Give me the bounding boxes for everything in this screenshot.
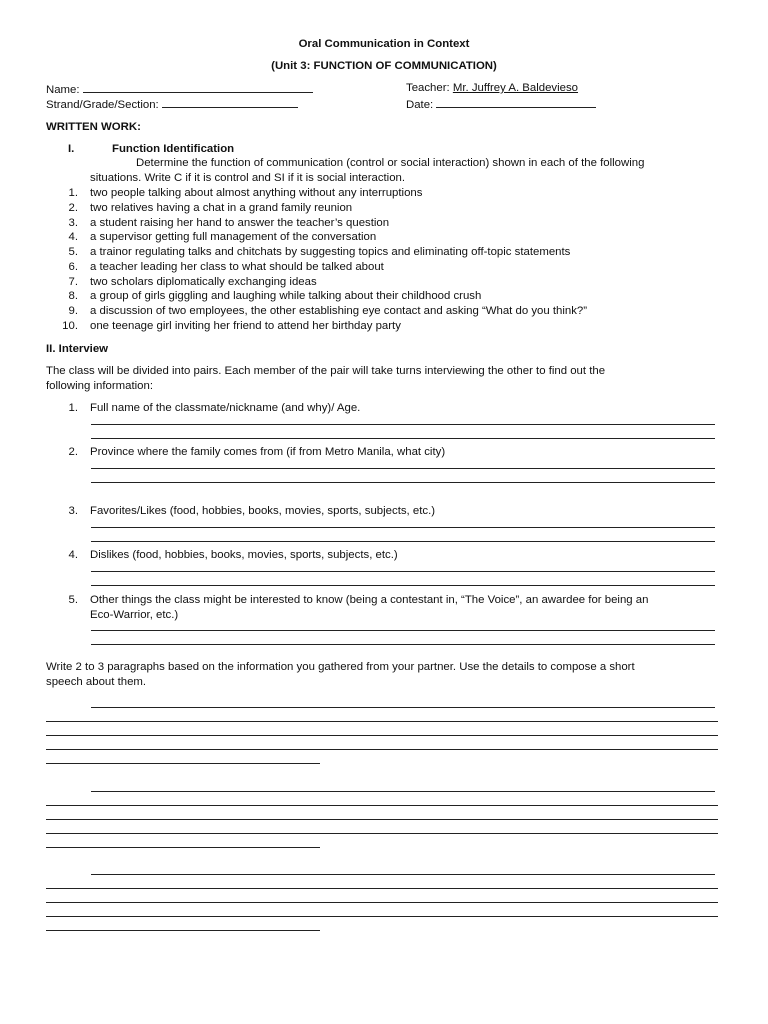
answer-line[interactable]: [91, 571, 715, 572]
interview-question-text: Other things the class might be interested to know (being a contestant in, “The Voice”, an awardee for being an: [90, 594, 649, 606]
interview-heading: II. Interview: [46, 343, 109, 355]
interview-question-number: 3.: [68, 505, 78, 517]
function-item-text: two scholars diplomatically exchanging ideas: [90, 275, 317, 288]
function-item-number: 5.: [68, 246, 78, 258]
function-item-text: one teenage girl inviting her friend to attend her birthday party: [90, 319, 401, 332]
essay-line[interactable]: [91, 791, 715, 792]
answer-line[interactable]: [91, 424, 715, 425]
essay-line[interactable]: [46, 847, 320, 848]
function-item-number: 1.: [68, 187, 78, 199]
answer-line[interactable]: [91, 438, 715, 439]
interview-question-number: 5.: [68, 594, 78, 606]
answer-line[interactable]: [91, 482, 715, 483]
interview-question-text-cont: Eco-Warrior, etc.): [90, 609, 179, 621]
essay-line[interactable]: [46, 916, 718, 917]
teacher-name: Mr. Juffrey A. Baldevieso: [452, 82, 579, 94]
answer-line[interactable]: [91, 541, 715, 542]
essay-prompt-line2: speech about them.: [46, 676, 147, 688]
answer-line[interactable]: [91, 527, 715, 528]
function-item-text: a discussion of two employees, the other establishing eye contact and asking “What do you think?”: [90, 305, 588, 317]
answer-line[interactable]: [91, 468, 715, 469]
interview-question-number: 4.: [68, 549, 78, 561]
interview-intro-line1: The class will be divided into pairs. Each member of the pair will take turns interviewing the other to find out the: [46, 365, 606, 377]
function-item-text: two relatives having a chat in a grand family reunion: [90, 201, 353, 214]
function-item-text: a teacher leading her class to what should be talked about: [90, 260, 384, 273]
essay-line[interactable]: [46, 763, 320, 764]
essay-line[interactable]: [46, 805, 718, 806]
function-item-number: 10.: [62, 319, 78, 332]
function-item-number: 2.: [68, 201, 78, 214]
interview-intro-line2: following information:: [46, 380, 153, 392]
function-item-number: 4.: [68, 231, 78, 244]
function-item-text: a trainor regulating talks and chitchats by suggesting topics and eliminating off-topic statements: [90, 246, 571, 258]
essay-line[interactable]: [46, 902, 718, 903]
name-field: [46, 82, 313, 96]
answer-line[interactable]: [91, 585, 715, 586]
interview-question-text: Dislikes (food, hobbies, books, movies, sports, subjects, etc.): [90, 549, 398, 561]
function-item-text: two people talking about almost anything without any interruptions: [90, 187, 423, 199]
part1-instructions-line1: Determine the function of communication (control or social interaction) shown in each of the following: [136, 157, 645, 169]
answer-line[interactable]: [91, 644, 715, 645]
function-item-number: 7.: [68, 275, 78, 288]
function-item-number: 8.: [68, 290, 78, 303]
essay-line[interactable]: [46, 888, 718, 889]
name-label: Name:: [46, 84, 80, 96]
part1-instructions-line2: situations. Write C if it is control and SI if it is social interaction.: [90, 172, 406, 184]
function-item-text: a group of girls giggling and laughing while talking about their childhood crush: [90, 290, 482, 303]
essay-line[interactable]: [91, 707, 715, 708]
function-item-number: 9.: [68, 305, 78, 317]
function-item-number: 3.: [68, 216, 78, 229]
interview-question-text: Province where the family comes from (if from Metro Manila, what city): [90, 446, 446, 458]
written-work-heading: WRITTEN WORK:: [46, 121, 141, 133]
teacher-label: Teacher:: [406, 82, 450, 94]
essay-line[interactable]: [91, 874, 715, 875]
interview-question-number: 2.: [68, 446, 78, 458]
interview-question-text: Favorites/Likes (food, hobbies, books, movies, sports, subjects, etc.): [90, 505, 436, 517]
part1-title: Function Identification: [112, 143, 235, 155]
teacher-field: [406, 82, 578, 94]
name-blank: [83, 82, 313, 93]
essay-line[interactable]: [46, 819, 718, 820]
essay-prompt-line1: Write 2 to 3 paragraphs based on the information you gathered from your partner. Use the details to compose a short: [46, 661, 635, 673]
essay-line[interactable]: [46, 721, 718, 722]
function-item-text: a supervisor getting full management of the conversation: [90, 231, 377, 244]
strand-field: [46, 97, 298, 111]
strand-label: Strand/Grade/Section:: [46, 99, 159, 111]
interview-question-text: Full name of the classmate/nickname (and why)/ Age.: [90, 402, 361, 414]
strand-blank: [162, 97, 298, 108]
date-blank: [436, 97, 596, 108]
date-field: [406, 97, 596, 111]
essay-line[interactable]: [46, 833, 718, 834]
interview-question-number: 1.: [68, 402, 78, 414]
essay-line[interactable]: [46, 749, 718, 750]
essay-line[interactable]: [46, 735, 718, 736]
answer-line[interactable]: [91, 630, 715, 631]
part1-roman: I.: [68, 143, 75, 155]
function-item-text: a student raising her hand to answer the teacher’s question: [90, 216, 390, 229]
date-label: Date:: [406, 99, 434, 111]
essay-line[interactable]: [46, 930, 320, 931]
document-title: Oral Communication in Context: [298, 38, 470, 50]
function-item-number: 6.: [68, 260, 78, 273]
unit-title: (Unit 3: FUNCTION OF COMMUNICATION): [271, 60, 497, 72]
